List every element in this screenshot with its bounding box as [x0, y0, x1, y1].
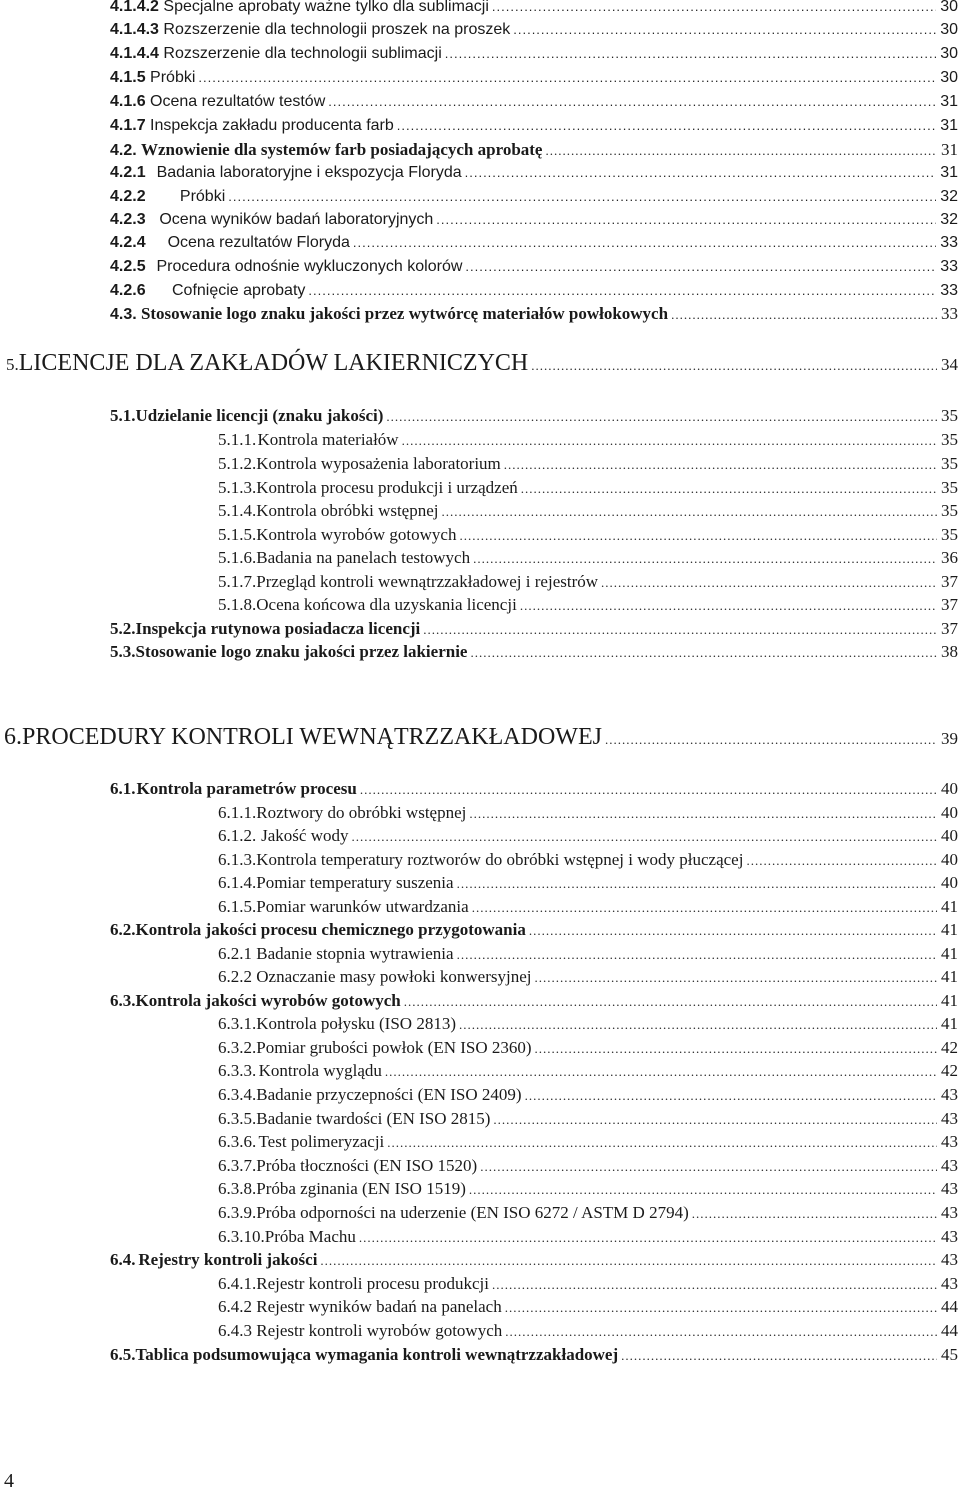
toc-entry-number: 5.1.2. — [218, 454, 257, 473]
toc-entry[interactable] — [110, 405, 958, 427]
toc-entry-number: 6.1.4. — [218, 873, 257, 892]
toc-entry-title: Test polimeryzacji — [258, 1132, 385, 1151]
toc-entry-page: 43 — [941, 1250, 958, 1269]
toc-entry-page: 40 — [941, 803, 958, 822]
toc-entry[interactable] — [110, 186, 958, 208]
toc-entry-title: Próba odporności na uderzenie (EN ISO 6272 / ASTM D 2794) — [256, 1203, 689, 1222]
dot-leader — [513, 19, 936, 41]
toc-entry-title: Kontrola materiałów — [257, 430, 399, 449]
toc-entry[interactable] — [218, 1060, 958, 1082]
toc-entry-number: 6.2. — [110, 920, 136, 939]
toc-entry-page: 42 — [941, 1061, 958, 1080]
dot-leader — [492, 1274, 937, 1295]
toc-entry-number: 4.1.4.4 — [110, 45, 159, 62]
dot-leader — [387, 1132, 937, 1153]
dot-leader — [531, 351, 937, 378]
dot-leader — [351, 826, 937, 847]
toc-entry-title: Tablica podsumowująca wymagania kontroli wewnątrzzakładowej — [135, 1345, 619, 1364]
toc-entry-page: 43 — [941, 1132, 958, 1151]
dot-leader — [472, 897, 937, 918]
toc-entry-page: 37 — [941, 619, 958, 638]
toc-entry-title: Pomiar grubości powłok (EN ISO 2360) — [256, 1038, 532, 1057]
dot-leader — [505, 1321, 937, 1342]
toc-entry-number: 6.3.7. — [218, 1156, 257, 1175]
toc-entry-page: 35 — [941, 525, 958, 544]
toc-entry[interactable] — [218, 453, 958, 475]
dot-leader — [397, 115, 936, 137]
dot-leader — [601, 572, 937, 593]
toc-entry-number: 6.4.2 — [218, 1297, 252, 1316]
toc-entry-number: 5.1.8. — [218, 595, 257, 614]
toc-entry-page: 34 — [941, 355, 958, 374]
toc-entry-title: Próba Machu — [264, 1227, 356, 1246]
toc-entry-title: Kontrola jakości wyrobów gotowych — [135, 991, 401, 1010]
dot-leader — [465, 162, 937, 184]
toc-entry-page: 41 — [941, 944, 958, 963]
toc-entry[interactable] — [218, 1273, 958, 1295]
toc-entry-page: 41 — [941, 991, 958, 1010]
toc-entry[interactable] — [218, 1084, 958, 1106]
toc-entry-page: 40 — [941, 826, 958, 845]
toc-entry-page: 40 — [941, 779, 958, 798]
toc-entry-page: 44 — [941, 1321, 958, 1340]
dot-leader — [353, 232, 936, 254]
toc-entry[interactable] — [110, 91, 958, 113]
dot-leader — [529, 920, 937, 941]
toc-entry-number: 6.3.8. — [218, 1179, 257, 1198]
toc-entry-number: 5.1.5. — [218, 525, 257, 544]
dot-leader — [621, 1345, 937, 1366]
toc-entry[interactable] — [218, 594, 958, 616]
toc-entry-title: LICENCJE DLA ZAKŁADÓW LAKIERNICZYCH — [18, 350, 529, 376]
toc-entry-title: Rejestr kontroli procesu produkcji — [256, 1274, 490, 1293]
toc-entry-page: 37 — [941, 595, 958, 614]
dot-leader — [470, 642, 937, 663]
toc-entry-number: 6.4.3 — [218, 1321, 252, 1340]
dot-leader — [423, 619, 937, 640]
toc-entry[interactable] — [218, 896, 958, 918]
toc-entry[interactable] — [110, 209, 958, 231]
toc-entry[interactable] — [110, 0, 958, 18]
toc-entry-title: Rozszerzenie dla technologii proszek na proszek — [163, 21, 511, 38]
toc-entry-title: Badania laboratoryjne i ekspozycja Floryda — [156, 164, 462, 181]
toc-entry[interactable] — [110, 919, 958, 941]
toc-entry-number: 4.2.1 — [110, 164, 146, 181]
toc-entry-title: Przegląd kontroli wewnątrzzakładowej i rejestrów — [256, 572, 599, 591]
toc-entry-page: 31 — [940, 164, 958, 181]
toc-entry-page: 30 — [940, 0, 958, 15]
toc-entry-page: 43 — [941, 1203, 958, 1222]
toc-entry-number: 5.1.7. — [218, 572, 257, 591]
toc-entry-page: 43 — [941, 1227, 958, 1246]
toc-entry-number: 6.3.5. — [218, 1109, 257, 1128]
dot-leader — [505, 1297, 937, 1318]
toc-entry-number: 6.5. — [110, 1345, 136, 1364]
toc-entry[interactable] — [110, 256, 958, 278]
toc-entry-number: 4.2.3 — [110, 211, 146, 228]
toc-entry-page: 33 — [940, 234, 958, 251]
dot-leader — [385, 1061, 937, 1082]
toc-entry-title: Rejestr wyników badań na panelach — [256, 1297, 502, 1316]
toc-entry-page: 41 — [941, 897, 958, 916]
dot-leader — [534, 967, 937, 988]
dot-leader — [386, 406, 937, 427]
toc-entry-title: Kontrola jakości procesu chemicznego przygotowania — [135, 920, 526, 939]
toc-entry[interactable] — [218, 1108, 958, 1130]
toc-entry-page: 33 — [940, 258, 958, 275]
toc-entry-title: Kontrola obróbki wstępnej — [256, 501, 439, 520]
toc-entry-title: Kontrola wyposażenia laboratorium — [256, 454, 501, 473]
toc-entry-page: 40 — [941, 873, 958, 892]
toc-entry-title: Roztwory do obróbki wstępnej — [256, 803, 467, 822]
toc-entry-page: 31 — [940, 117, 958, 134]
toc-entry-page: 31 — [940, 93, 958, 110]
toc-entry-number: 6.3.2. — [218, 1038, 257, 1057]
toc-entry[interactable] — [218, 429, 958, 451]
dot-leader — [308, 280, 936, 302]
dot-leader — [492, 0, 936, 18]
toc-entry[interactable] — [218, 571, 958, 593]
toc-entry[interactable] — [218, 849, 958, 871]
dot-leader — [320, 1250, 937, 1271]
toc-entry-page: 37 — [941, 572, 958, 591]
dot-leader — [359, 1227, 937, 1248]
toc-entry-page: 43 — [941, 1156, 958, 1175]
toc-entry-title: Rejestry kontroli jakości — [138, 1250, 318, 1269]
toc-entry-page: 43 — [941, 1109, 958, 1128]
toc-entry-number: 4.1.4.3 — [110, 21, 159, 38]
toc-entry-number: 4.1.4.2 — [110, 0, 159, 15]
toc-entry-number: 5.3. — [110, 642, 136, 661]
toc-entry-page: 35 — [941, 501, 958, 520]
toc-entry-page: 41 — [941, 967, 958, 986]
toc-entry[interactable] — [218, 1296, 958, 1318]
toc-entry[interactable] — [110, 303, 958, 325]
dot-leader — [198, 67, 936, 89]
dot-leader — [457, 873, 937, 894]
toc-entry-page: 33 — [940, 282, 958, 299]
toc-entry-number: 6.1.5. — [218, 897, 257, 916]
toc-entry[interactable] — [218, 943, 958, 965]
toc-entry-page: 32 — [940, 188, 958, 205]
toc-entry-number: 5. — [6, 355, 19, 374]
toc-entry[interactable] — [110, 232, 958, 254]
toc-entry[interactable] — [218, 1202, 958, 1224]
dot-leader — [404, 991, 937, 1012]
toc-entry-page: 41 — [941, 920, 958, 939]
toc-entry-number: 4.2. — [110, 142, 137, 159]
toc-entry-title: Badanie stopnia wytrawienia — [256, 944, 454, 963]
toc-entry[interactable] — [218, 1037, 958, 1059]
toc-entry-title: Rozszerzenie dla technologii sublimacji — [163, 45, 442, 62]
toc-entry[interactable] — [218, 825, 958, 847]
toc-entry[interactable] — [218, 547, 958, 569]
toc-entry-title: PROCEDURY KONTROLI WEWNĄTRZZAKŁADOWEJ — [22, 724, 602, 750]
toc-entry-number: 6.4. — [110, 1250, 136, 1269]
toc-entry[interactable] — [110, 1249, 958, 1271]
toc-entry-number: 6.1.2. — [218, 826, 257, 845]
toc-entry-number: 4.2.2 — [110, 188, 146, 205]
toc-entry-title: Próba zginania (EN ISO 1519) — [256, 1179, 466, 1198]
toc-entry-title: Ocena rezultatów Floryda — [167, 234, 350, 251]
dot-leader — [504, 454, 937, 475]
toc-entry[interactable] — [110, 778, 958, 800]
dot-leader — [473, 548, 937, 569]
toc-entry-title: Ocena rezultatów testów — [150, 93, 326, 110]
toc-entry-number: 6.1.1. — [218, 803, 257, 822]
toc-entry[interactable] — [218, 1226, 958, 1248]
toc-entry-title: Ocena wyników badań laboratoryjnych — [159, 211, 434, 228]
toc-entry-number: 5.1. — [110, 406, 136, 425]
toc-entry-title: Procedura odnośnie wykluczonych kolorów — [156, 258, 463, 275]
toc-entry[interactable] — [218, 477, 958, 499]
toc-entry-title: Badanie twardości (EN ISO 2815) — [256, 1109, 491, 1128]
toc-entry-page: 41 — [941, 1014, 958, 1033]
toc-entry[interactable] — [110, 162, 958, 184]
toc-entry-page: 35 — [941, 478, 958, 497]
toc-entry-number: 6.3.3. — [218, 1061, 257, 1080]
dot-leader — [692, 1203, 937, 1224]
toc-entry[interactable] — [218, 524, 958, 546]
toc-entry-title: Pomiar warunków utwardzania — [256, 897, 469, 916]
toc-entry-number: 5.1.6. — [218, 548, 257, 567]
toc-entry-title: Inspekcja rutynowa posiadacza licencji — [135, 619, 421, 638]
dot-leader — [671, 304, 937, 325]
toc-entry-page: 43 — [941, 1085, 958, 1104]
toc-entry-title: Kontrola parametrów procesu — [136, 779, 357, 798]
dot-leader — [459, 1014, 937, 1035]
dot-leader — [480, 1156, 937, 1177]
toc-entry[interactable] — [110, 990, 958, 1012]
toc-entry-page: 35 — [941, 454, 958, 473]
toc-entry-number: 6.4.1. — [218, 1274, 257, 1293]
toc-entry-title: Próbki — [179, 188, 226, 205]
toc-entry-number: 4.2.6 — [110, 282, 146, 299]
toc-entry[interactable] — [110, 1344, 958, 1366]
toc-entry[interactable] — [218, 1013, 958, 1035]
toc-entry-title: Rejestr kontroli wyrobów gotowych — [256, 1321, 503, 1340]
dot-leader — [459, 525, 937, 546]
toc-entry[interactable] — [110, 115, 958, 137]
toc-entry-title: Cofnięcie aprobaty — [171, 282, 306, 299]
toc-entry[interactable] — [218, 1178, 958, 1200]
dot-leader — [442, 501, 938, 522]
toc-entry-title: Kontrola temperatury roztworów do obróbki wstępnej i wody płuczącej — [256, 850, 744, 869]
toc-entry-page: 36 — [941, 548, 958, 567]
toc-entry-title: Próba tłoczności (EN ISO 1520) — [256, 1156, 478, 1175]
toc-entry-page: 32 — [940, 211, 958, 228]
dot-leader — [465, 256, 936, 278]
dot-leader — [605, 725, 937, 752]
toc-entry-title: Kontrola procesu produkcji i urządzeń — [256, 478, 518, 497]
dot-leader — [525, 1085, 937, 1106]
dot-leader — [445, 43, 936, 65]
toc-entry-title: Kontrola połysku (ISO 2813) — [256, 1014, 456, 1033]
toc-chapter-heading[interactable] — [6, 348, 958, 378]
toc-entry-page: 42 — [941, 1038, 958, 1057]
toc-chapter-heading[interactable] — [4, 722, 958, 752]
toc-entry-page: 35 — [941, 430, 958, 449]
dot-leader — [328, 91, 936, 113]
toc-entry-number: 5.2. — [110, 619, 136, 638]
toc-entry[interactable] — [110, 139, 958, 161]
dot-leader — [535, 1038, 937, 1059]
toc-entry-number: 6.3.6. — [218, 1132, 257, 1151]
toc-entry-number: 4.3. — [110, 306, 137, 323]
toc-entry-number: 4.2.4 — [110, 234, 146, 251]
toc-entry-title: Pomiar temperatury suszenia — [256, 873, 454, 892]
toc-entry[interactable] — [110, 43, 958, 65]
toc-entry-title: Stosowanie logo znaku jakości przez lakiernie — [135, 642, 468, 661]
toc-entry-title: Specjalne aprobaty ważne tylko dla sublimacji — [163, 0, 489, 15]
dot-leader — [493, 1109, 937, 1130]
toc-entry[interactable] — [218, 802, 958, 824]
toc-entry-page: 45 — [941, 1345, 958, 1364]
dot-leader — [402, 430, 937, 451]
toc-entry-page: 43 — [941, 1179, 958, 1198]
dot-leader — [457, 944, 937, 965]
toc-entry-number: 4.1.7 — [110, 117, 146, 134]
toc-entry[interactable] — [110, 641, 958, 663]
toc-entry-title: Próbki — [150, 69, 196, 86]
toc-entry-number: 5.1.1. — [218, 430, 257, 449]
toc-entry[interactable] — [110, 19, 958, 41]
toc-entry-title: Oznaczanie masy powłoki konwersyjnej — [256, 967, 532, 986]
toc-entry-page: 38 — [941, 642, 958, 661]
toc-entry-page: 33 — [941, 304, 958, 323]
dot-leader — [436, 209, 936, 231]
toc-entry-title: Kontrola wyrobów gotowych — [256, 525, 457, 544]
toc-entry-number: 6.3.9. — [218, 1203, 257, 1222]
toc-entry-title: Ocena końcowa dla uzyskania licencji — [256, 595, 517, 614]
toc-entry[interactable] — [218, 1155, 958, 1177]
dot-leader — [520, 595, 937, 616]
toc-entry-title: Jakość wody — [261, 826, 349, 845]
toc-entry[interactable] — [218, 500, 958, 522]
dot-leader — [521, 478, 937, 499]
dot-leader — [228, 186, 936, 208]
toc-entry-number: 6. — [4, 724, 22, 750]
toc-entry-number: 6.3.1. — [218, 1014, 257, 1033]
toc-entry-title: Inspekcja zakładu producenta farb — [150, 117, 394, 134]
toc-entry-number: 6.1.3. — [218, 850, 257, 869]
toc-entry-title: Badania na panelach testowych — [256, 548, 471, 567]
toc-entry[interactable] — [110, 618, 958, 640]
toc-entry-page: 40 — [941, 850, 958, 869]
toc-entry-page: 30 — [940, 21, 958, 38]
toc-entry-title: Badanie przyczepności (EN ISO 2409) — [256, 1085, 522, 1104]
toc-entry-title: Wznowienie dla systemów farb posiadających aprobatę — [140, 140, 543, 159]
toc-entry-page: 35 — [941, 406, 958, 425]
toc-entry-number: 6.3.4. — [218, 1085, 257, 1104]
toc-entry-title: Stosowanie logo znaku jakości przez wytwórcę materiałów powłokowych — [140, 304, 669, 323]
toc-entry-title: Udzielanie licencji (znaku jakości) — [135, 406, 384, 425]
toc-entry-number: 6.2.2 — [218, 967, 252, 986]
toc-entry-number: 5.1.3. — [218, 478, 257, 497]
toc-entry-number: 6.1. — [110, 779, 136, 798]
dot-leader — [545, 140, 937, 161]
toc-entry-number: 4.2.5 — [110, 258, 146, 275]
toc-entry[interactable] — [218, 1131, 958, 1153]
toc-entry-number: 6.3.10. — [218, 1227, 265, 1246]
toc-entry-number: 6.2.1 — [218, 944, 252, 963]
toc-entry-page: 43 — [941, 1274, 958, 1293]
toc-entry-page: 30 — [940, 45, 958, 62]
toc-entry-page: 30 — [940, 69, 958, 86]
toc-entry-number: 4.1.5 — [110, 69, 146, 86]
toc-entry[interactable] — [218, 966, 958, 988]
dot-leader — [746, 850, 937, 871]
toc-entry-title: Kontrola wyglądu — [258, 1061, 382, 1080]
toc-entry-page: 39 — [941, 729, 958, 748]
toc-entry-page: 44 — [941, 1297, 958, 1316]
toc-entry[interactable] — [110, 280, 958, 302]
toc-entry-page: 31 — [941, 140, 958, 159]
toc-entry-number: 6.3. — [110, 991, 136, 1010]
toc-entry[interactable] — [218, 1320, 958, 1342]
dot-leader — [469, 1179, 937, 1200]
toc-entry[interactable] — [110, 67, 958, 89]
toc-entry-number: 4.1.6 — [110, 93, 146, 110]
dot-leader — [360, 779, 937, 800]
toc-entry-number: 5.1.4. — [218, 501, 257, 520]
page-number: 4 — [4, 1470, 14, 1492]
dot-leader — [469, 803, 937, 824]
toc-entry[interactable] — [218, 872, 958, 894]
